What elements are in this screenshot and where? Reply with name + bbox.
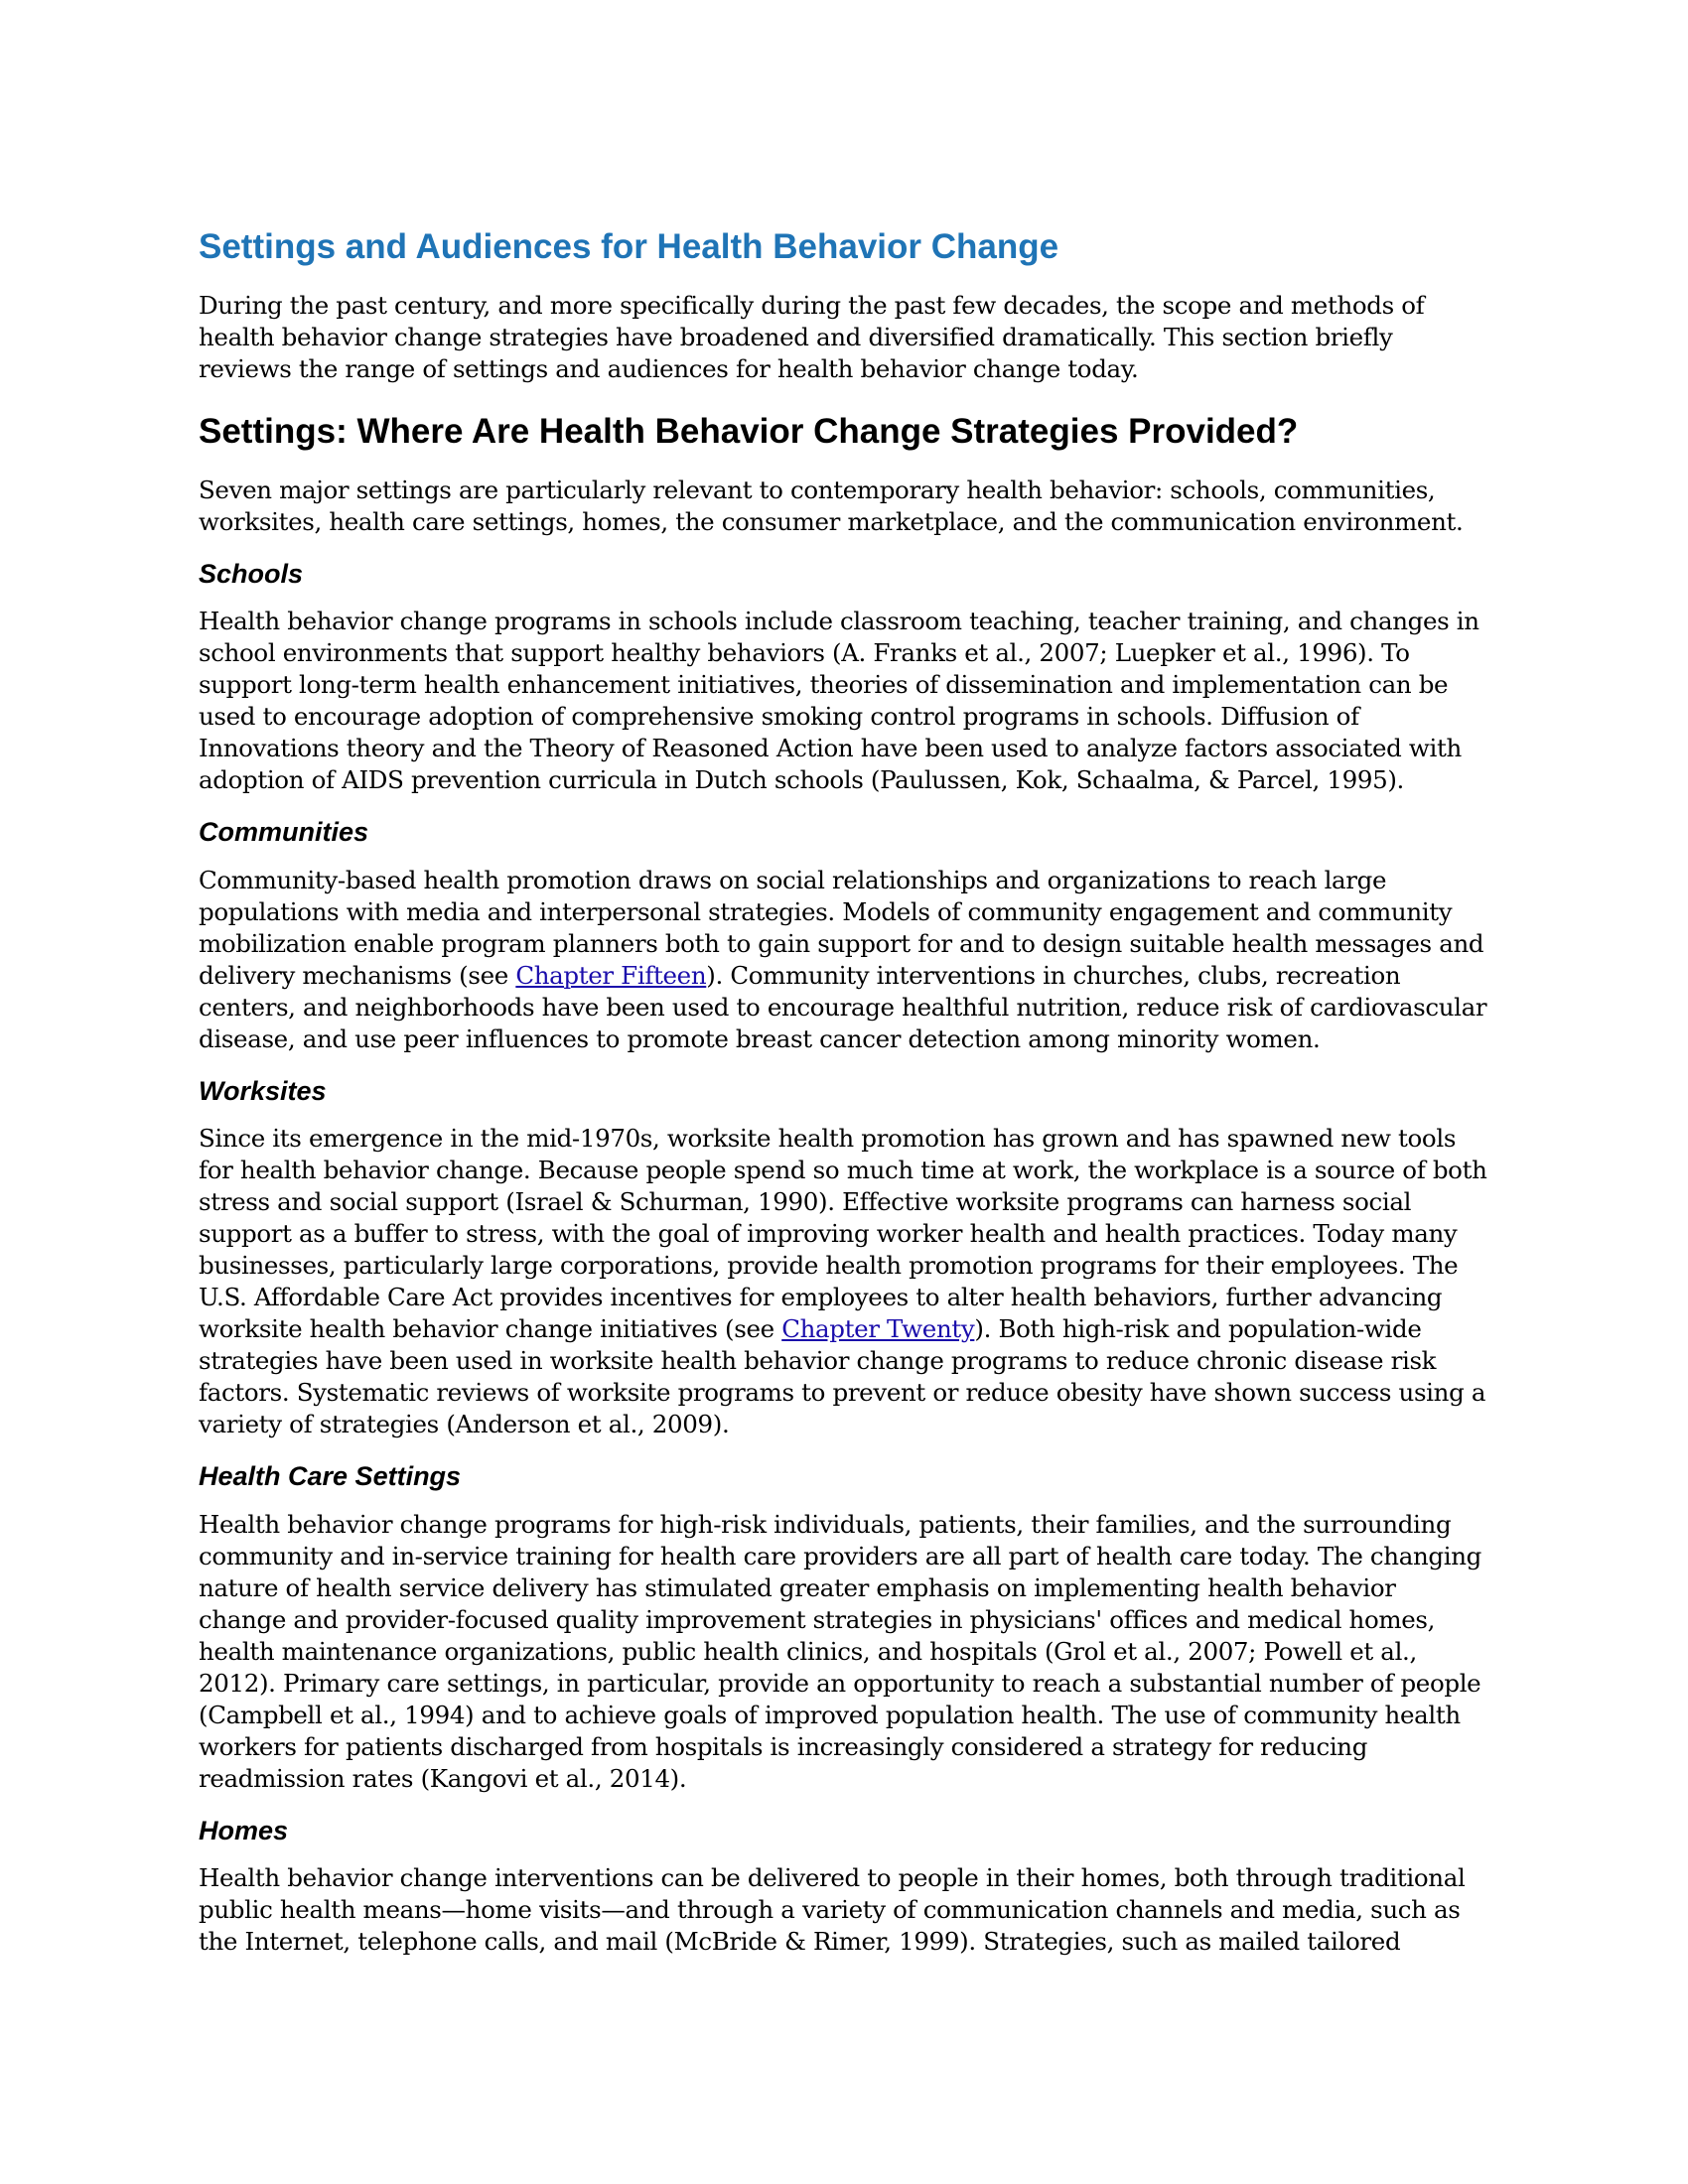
- communities-paragraph: [199, 865, 1489, 1055]
- communities-text-before-link: Community-based health promotion draws on social relationships and organizations to reach large populations with media and interpersonal strategies. Models of community engagement and community mobilization enable program planners both to gain support for and to design suitable health messages and delivery mechanisms (see: [199, 865, 1484, 990]
- schools-heading: Schools: [199, 559, 304, 589]
- worksites-text-before-link: Since its emergence in the mid-1970s, worksite health promotion has grown and has spawned new tools for health behavior change. Because people spend so much time at work, the workplace is a source of both stress and social support (Israel & Schurman, 1990). Effective worksite programs can harness social support as a buffer to stress, with the goal of improving worker health and health practices. Today many businesses, particularly large corporations, provide health promotion programs for their employees. The U.S. Affordable Care Act provides incentives for employees to alter health behaviors, further advancing worksite health behavior change initiatives (see: [199, 1124, 1487, 1344]
- homes-heading: Homes: [199, 1815, 289, 1845]
- communities-text-after-link: ). Community interventions in churches, clubs, recreation centers, and neighborhoods have been used to encourage healthful nutrition, reduce risk of cardiovascular disease, and use peer influences to promote breast cancer detection among minority women.: [199, 960, 1487, 1053]
- worksites-paragraph: [199, 1123, 1489, 1440]
- chapter-twenty-link[interactable]: Chapter Twenty: [781, 1314, 975, 1344]
- health-care-paragraph: Health behavior change programs for high-risk individuals, patients, their families, and the surrounding community and in-service training for health care providers are all part of health care today. The changing nature of health service delivery has stimulated greater emphasis on implementing health behavior change and provider-focused quality improvement strategies in physicians' offices and medical homes, health maintenance organizations, public health clinics, and hospitals (Grol et al., 2007; Powell et al., 2012). Primary care settings, in particular, provide an opportunity to reach a substantial number of people (Campbell et al., 1994) and to achieve goals of improved population health. The use of community health workers for patients discharged from hospitals is increasingly considered a strategy for reducing readmission rates (Kangovi et al., 2014).: [199, 1509, 1481, 1793]
- settings-heading: Settings: Where Are Health Behavior Change Strategies Provided?: [199, 412, 1299, 451]
- schools-paragraph: Health behavior change programs in schools include classroom teaching, teacher training, and changes in school environments that support healthy behaviors (A. Franks et al., 2007; Luepker et al., 1996). To support long-term health enhancement initiatives, theories of dissemination and implementation can be used to encourage adoption of comprehensive smoking control programs in schools. Diffusion of Innovations theory and the Theory of Reasoned Action have been used to analyze factors associated with adoption of AIDS prevention curricula in Dutch schools (Paulussen, Kok, Schaalma, & Parcel, 1995).: [199, 607, 1479, 795]
- settings-intro-paragraph: Seven major settings are particularly relevant to contemporary health behavior: schools, communities, worksites, health care settings, homes, the consumer marketplace, and the communication environment.: [199, 476, 1464, 536]
- chapter-fifteen-link[interactable]: Chapter Fifteen: [515, 960, 707, 990]
- intro-paragraph: During the past century, and more specifically during the past few decades, the scope and methods of health behavior change strategies have broadened and diversified dramatically. This section briefly reviews the range of settings and audiences for health behavior change today.: [199, 291, 1425, 383]
- health-care-heading: Health Care Settings: [199, 1461, 462, 1492]
- section-title: Settings and Audiences for Health Behavior Change: [199, 227, 1059, 266]
- worksites-heading: Worksites: [199, 1075, 327, 1106]
- document-page: [199, 226, 1489, 1958]
- homes-paragraph: Health behavior change interventions can be delivered to people in their homes, both through traditional public health means—home visits—and through a variety of communication channels and media, such as the Internet, telephone calls, and mail (McBride & Rimer, 1999). Strategies, such as mailed tailored: [199, 1862, 1466, 1956]
- worksites-text-after-link: ). Both high-risk and population-wide strategies have been used in worksite health behavior change programs to reduce chronic disease risk factors. Systematic reviews of worksite programs to prevent or reduce obesity have shown success using a variety of strategies (Anderson et al., 2009).: [199, 1314, 1486, 1439]
- communities-heading: Communities: [199, 817, 369, 848]
